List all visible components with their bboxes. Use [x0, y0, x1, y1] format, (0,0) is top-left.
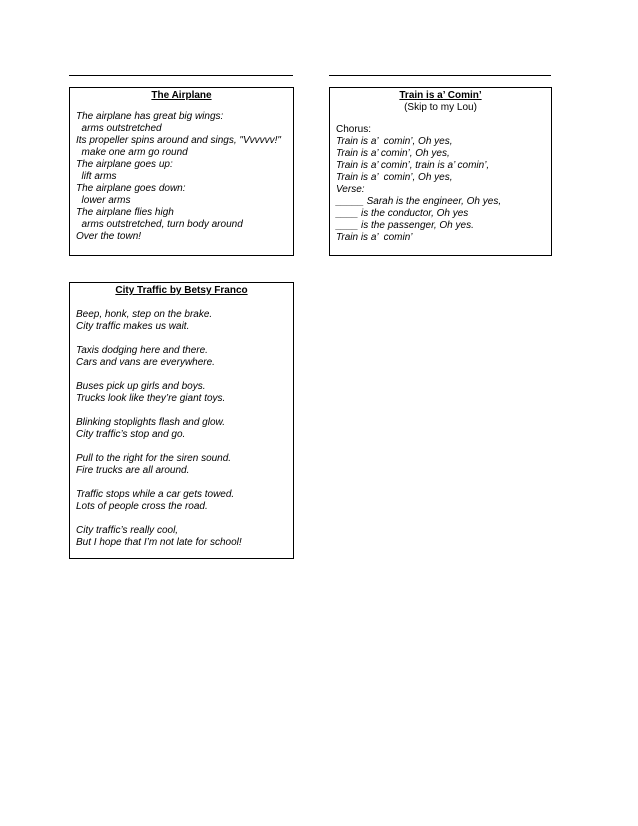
poem-line: make one arm go round — [76, 147, 188, 158]
song-line: Train is a’ comin’, Oh yes, — [336, 148, 450, 159]
song-line: Train is a’ comin’ — [336, 232, 413, 243]
poem-line: Lots of people cross the road. — [76, 501, 208, 512]
poem-line: City traffic’s really cool, — [76, 525, 179, 536]
divider-line-right — [329, 75, 551, 76]
stanza — [76, 417, 287, 441]
poem-line: The airplane has great big wings: — [76, 111, 224, 122]
train-lines — [336, 124, 545, 244]
poem-line: Cars and vans are everywhere. — [76, 357, 215, 368]
poem-line: The airplane goes down: — [76, 183, 186, 194]
stanza — [76, 381, 287, 405]
poem-line: The airplane goes up: — [76, 159, 173, 170]
song-line: ____ is the passenger, Oh yes. — [336, 220, 474, 231]
city-traffic-poem-card — [69, 282, 294, 559]
verse-label: Verse: — [336, 184, 365, 195]
airplane-lines — [76, 111, 287, 243]
song-line: _____ Sarah is the engineer, Oh yes, — [336, 196, 502, 207]
song-line: Train is a’ comin’, train is a’ comin’, — [336, 160, 490, 171]
poem-line: The airplane flies high — [76, 207, 174, 218]
airplane-title: The Airplane — [151, 90, 212, 101]
stanza — [76, 453, 287, 477]
train-title: Train is a’ Comin’ — [399, 90, 482, 101]
poem-line: Trucks look like they’re giant toys. — [76, 393, 226, 404]
poem-line: Taxis dodging here and there. — [76, 345, 208, 356]
poem-line: City traffic’s stop and go. — [76, 429, 186, 440]
poem-line: lift arms — [76, 171, 117, 182]
poem-line: Beep, honk, step on the brake. — [76, 309, 213, 320]
chorus-label: Chorus: — [336, 124, 372, 135]
poem-line: Over the town! — [76, 231, 142, 242]
traffic-stanzas — [76, 309, 287, 549]
song-line: ____ is the conductor, Oh yes — [336, 208, 469, 219]
poem-line: Fire trucks are all around. — [76, 465, 190, 476]
poem-line: But I hope that I’m not late for school! — [76, 537, 242, 548]
train-song-card — [329, 87, 552, 256]
stanza — [76, 525, 287, 549]
poem-line: lower arms — [76, 195, 131, 206]
poem-line: arms outstretched — [76, 123, 162, 134]
stanza — [76, 309, 287, 333]
stanza — [76, 489, 287, 513]
song-line: Train is a’ comin’, Oh yes, — [336, 136, 453, 147]
poem-line: Traffic stops while a car gets towed. — [76, 489, 235, 500]
poem-line: Its propeller spins around and sings, "Vvvvvv!" — [76, 135, 281, 146]
poem-line: Buses pick up girls and boys. — [76, 381, 206, 392]
poem-line: Pull to the right for the siren sound. — [76, 453, 232, 464]
song-line: Train is a’ comin’, Oh yes, — [336, 172, 453, 183]
stanza — [76, 345, 287, 369]
poem-line: Blinking stoplights flash and glow. — [76, 417, 225, 428]
train-subtitle: (Skip to my Lou) — [404, 102, 477, 113]
poem-line: arms outstretched, turn body around — [76, 219, 243, 230]
traffic-title: City Traffic by Betsy Franco — [115, 285, 248, 296]
divider-line-left — [69, 75, 293, 76]
poem-line: City traffic makes us wait. — [76, 321, 190, 332]
airplane-poem-card — [69, 87, 294, 256]
